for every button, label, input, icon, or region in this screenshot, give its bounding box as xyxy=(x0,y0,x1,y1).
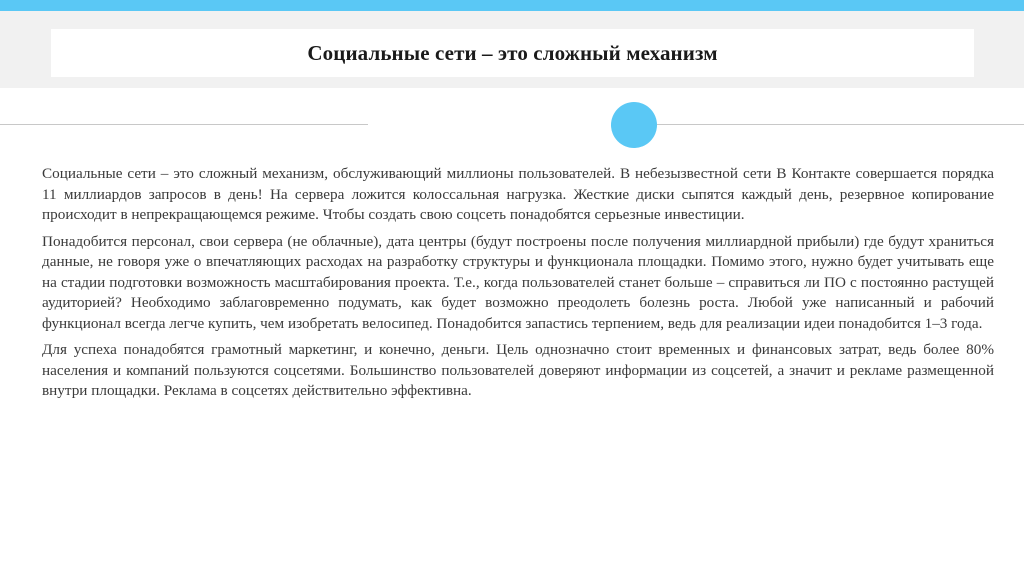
slide-body xyxy=(42,164,994,408)
top-accent-bar xyxy=(0,0,1024,11)
title-box xyxy=(51,29,974,77)
paragraph-1: Социальные сети – это сложный механизм, обслуживающий миллионы пользователей. В небезызвестной сети В Контакте совершается порядка 11 миллиардов запросов в день! На сервера ложится колоссальная нагрузка. Жесткие диски сыпятся каждый день, резервное копирование происходит в непрекращающемся режиме. Чтобы создать свою соцсеть понадобятся серьезные инвестиции. xyxy=(42,165,994,223)
slide-title: Социальные сети – это сложный механизм xyxy=(307,40,718,65)
accent-circle xyxy=(611,102,657,148)
divider-line-left xyxy=(0,124,368,125)
paragraph-3: Для успеха понадобятся грамотный маркетинг, и конечно, деньги. Цель однозначно стоит временных и финансовых затрат, ведь более 80% населения и компаний пользуются соцсетями. Большинство пользователей доверяют информации из соцсетей, а значит и рекламе размещенной внутри площадки. Реклама в соцсетях действительно эффективна. xyxy=(42,341,994,399)
divider-line-right xyxy=(654,124,1024,125)
paragraph-2: Понадобится персонал, свои сервера (не облачные), дата центры (будут построены после получения миллиардной прибыли) где будут храниться данные, не говоря уже о впечатляющих расходах на разработку структуры и функционала площадки. Помимо этого, нужно будет учитывать еще на стадии подготовки возможность масштабирования проекта. Т.е., когда пользователей станет больше – справиться ли ПО с постоянно растущей аудиторией? Необходимо заблаговременно подумать, как будет возможно преодолеть болезнь роста. Любой уже написанный и рабочий функционал всегда легче купить, чем изобретать велосипед. Понадобится запастись терпением, ведь для реализации идеи понадобится 1–3 года. xyxy=(42,232,994,332)
